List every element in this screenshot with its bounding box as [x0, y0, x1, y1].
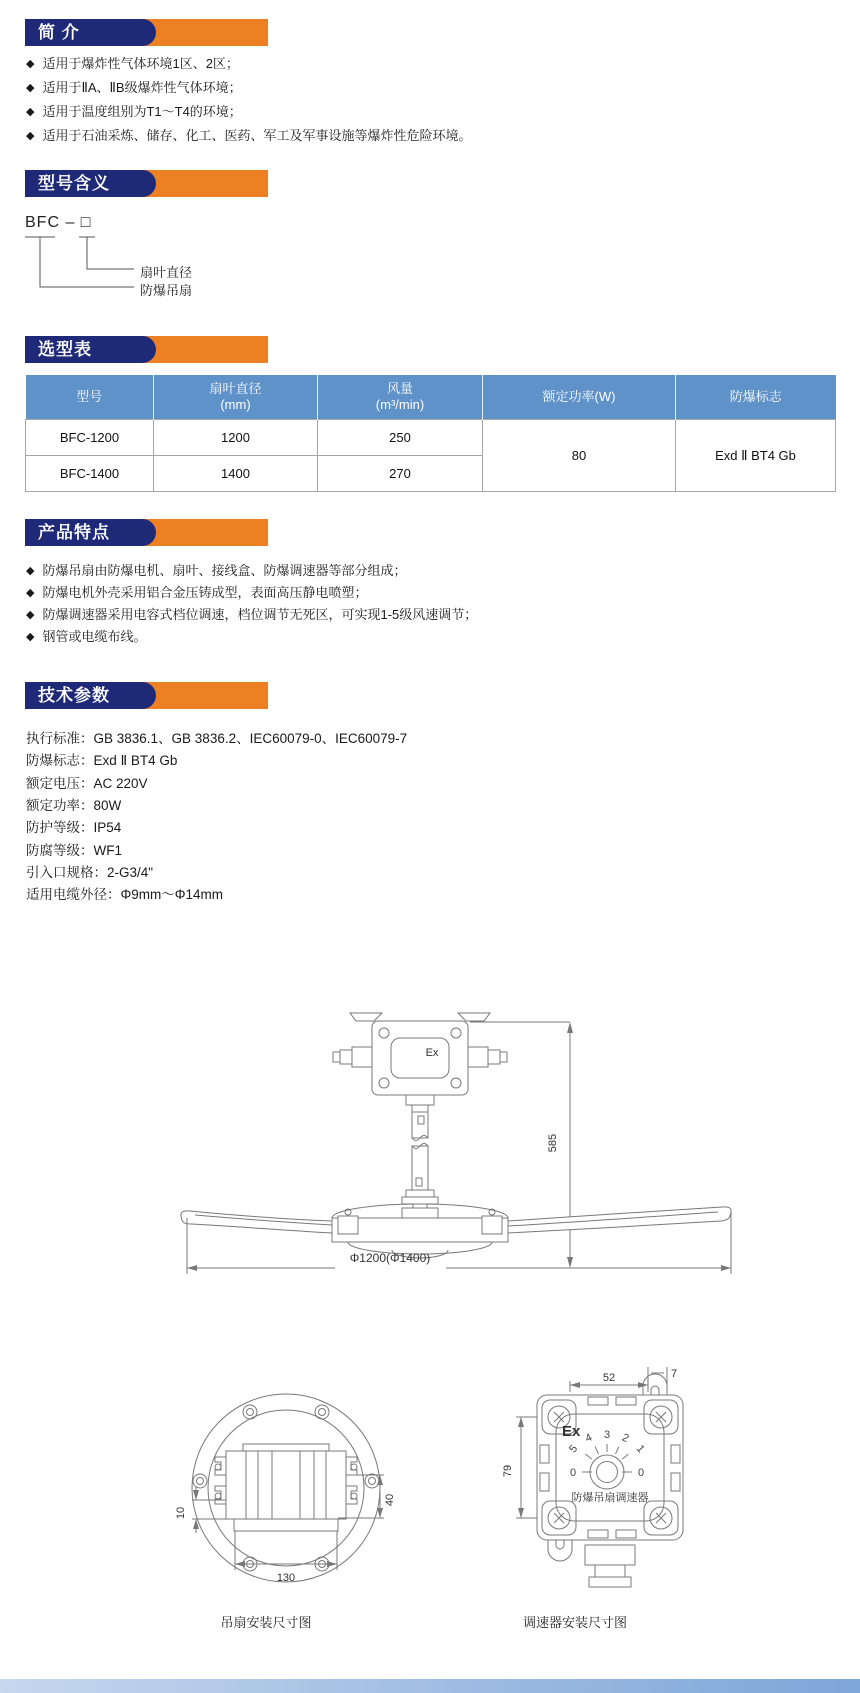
spec-row-cable-dia	[26, 887, 223, 903]
leader-blade	[87, 237, 134, 269]
diamond-bullet-icon: ◆	[26, 130, 35, 142]
col-header-model: 型号	[26, 375, 154, 420]
diamond-bullet-icon: ◆	[26, 82, 35, 94]
diamond-bullet-icon: ◆	[26, 631, 35, 643]
controller-body	[537, 1374, 683, 1561]
spec-value: IP54	[93, 820, 122, 835]
knob-position-1: 1	[633, 1442, 647, 1456]
spec-value: AC 220V	[93, 776, 148, 791]
diamond-bullet-icon: ◆	[26, 58, 35, 70]
cell-ex-mark-merged: Exd Ⅱ BT4 Gb	[676, 420, 836, 492]
fan-blade-left	[181, 1209, 358, 1234]
cable-gland-right	[468, 1047, 488, 1067]
col-header-diameter	[154, 375, 318, 420]
col-header-line1: 风量	[386, 381, 413, 396]
dim-diameter-label: Φ1200(Φ1400)	[349, 1251, 431, 1265]
intro-bullet-text: 适用于温度组别为T1～T4的环境；	[42, 104, 242, 119]
section-title-text: 技术参数	[38, 686, 110, 705]
col-header-power: 额定功率(W)	[483, 375, 676, 420]
controller-panel-label: 防爆吊扇调速器	[571, 1492, 649, 1504]
model-blade-dia-label: 扇叶直径	[140, 265, 193, 280]
section-title-params	[25, 682, 156, 709]
intro-bullet-2	[26, 80, 826, 97]
spec-row-ip	[26, 820, 121, 836]
spec-row-standard	[26, 731, 407, 747]
spec-value: WF1	[93, 843, 122, 858]
dim-79-label: 79	[502, 1464, 514, 1478]
dimension-10	[192, 1486, 234, 1533]
cell-model: BFC-1200	[26, 420, 154, 456]
feature-bullet-text: 钢管或电缆布线。	[42, 629, 147, 644]
spec-row-power	[26, 798, 121, 814]
spec-label: 防爆标志：	[26, 753, 94, 768]
feature-bullet-text: 防爆吊扇由防爆电机、扇叶、接线盒、防爆调速器等部分组成；	[42, 563, 407, 578]
junction-box-ex-label: Ex	[425, 1047, 439, 1059]
spec-row-voltage	[26, 776, 148, 792]
col-header-line2: (mm)	[220, 397, 251, 412]
intro-bullet-3	[26, 104, 826, 121]
section-header-features	[25, 519, 268, 546]
spec-row-entry	[26, 865, 153, 881]
dim-52-label: 52	[602, 1372, 616, 1384]
downrod	[402, 1095, 438, 1214]
spec-label: 适用电缆外径：	[26, 887, 121, 902]
cable-entry	[585, 1545, 635, 1587]
section-title-intro	[25, 19, 156, 46]
knob-position-0-left: 0	[569, 1467, 577, 1479]
col-header-airflow	[318, 375, 483, 420]
cell-power-merged: 80	[483, 420, 676, 492]
spec-label: 额定功率：	[26, 798, 94, 813]
col-header-line2: (m³/min)	[375, 397, 425, 412]
cell-model: BFC-1400	[26, 456, 154, 492]
bolt-holes	[193, 1405, 379, 1571]
section-header-selection	[25, 336, 268, 363]
section-header-intro	[25, 19, 268, 46]
dimension-130	[235, 1531, 337, 1570]
section-title-features	[25, 519, 156, 546]
section-title-text: 简 介	[38, 23, 80, 42]
knob-position-3: 3	[603, 1429, 611, 1441]
knob-position-0-right: 0	[637, 1467, 645, 1479]
spec-value: GB 3836.1、GB 3836.2、IEC60079-0、IEC60079-7	[93, 731, 408, 746]
diamond-bullet-icon: ◆	[26, 609, 35, 621]
spec-value: 80W	[93, 798, 122, 813]
table-header-row	[26, 375, 836, 420]
feature-bullet-2	[26, 585, 826, 602]
spec-value: Φ9mm～Φ14mm	[120, 887, 224, 902]
cell-diameter: 1200	[154, 420, 318, 456]
section-title-text: 型号含义	[38, 174, 110, 193]
motor-hub	[402, 1208, 438, 1218]
fan-blade-right	[482, 1207, 731, 1234]
intro-bullet-1	[26, 56, 826, 73]
controller-ex-label: Ex	[562, 1423, 581, 1440]
diamond-bullet-icon: ◆	[26, 565, 35, 577]
model-fan-label: 防爆吊扇	[140, 283, 193, 298]
spec-value: Exd Ⅱ BT4 Gb	[93, 753, 178, 768]
mount-tab-left	[350, 1013, 382, 1021]
cable-gland-left	[352, 1047, 372, 1067]
col-header-ex-mark: 防爆标志	[676, 375, 836, 420]
intro-bullet-text: 适用于爆炸性气体环境1区、2区；	[42, 56, 239, 71]
model-code: BFC – □	[25, 214, 92, 231]
intro-bullet-4	[26, 128, 826, 145]
cell-airflow: 250	[318, 420, 483, 456]
feature-bullet-4	[26, 629, 826, 646]
fan-assembly-drawing	[100, 1000, 760, 1280]
feature-bullet-text: 防爆调速器采用电容式档位调速，档位调节无死区，可实现1-5级风速调节；	[42, 607, 478, 622]
knob-position-2: 2	[619, 1431, 631, 1446]
table-row	[26, 420, 836, 456]
diamond-bullet-icon: ◆	[26, 587, 35, 599]
section-title-model	[25, 170, 156, 197]
spec-label: 防护等级：	[26, 820, 94, 835]
cell-airflow: 270	[318, 456, 483, 492]
intro-bullet-text: 适用于石油采炼、储存、化工、医药、军工及军事设施等爆炸性危险环境。	[42, 128, 472, 143]
speed-controller-drawing	[470, 1295, 740, 1607]
mount-tab-right	[458, 1013, 490, 1021]
cell-diameter: 1400	[154, 456, 318, 492]
dim-130-label: 130	[276, 1572, 296, 1584]
spec-row-wf	[26, 843, 122, 859]
section-title-text: 产品特点	[38, 523, 110, 542]
spec-value: 2-G3/4"	[107, 865, 154, 880]
feature-bullet-1	[26, 563, 826, 580]
spec-label: 额定电压：	[26, 776, 94, 791]
knob-position-5: 5	[567, 1442, 581, 1456]
fan-mounting-caption: 吊扇安装尺寸图	[220, 1615, 312, 1630]
feature-bullet-3	[26, 607, 826, 624]
feature-bullet-text: 防爆电机外壳采用铝合金压铸成型，表面高压静电喷塑；	[42, 585, 368, 600]
junction-box	[333, 1013, 507, 1095]
controller-mounting-caption: 调速器安装尺寸图	[522, 1615, 627, 1630]
dimension-79	[516, 1417, 537, 1518]
hanger-bracket	[215, 1444, 357, 1531]
knob-position-4: 4	[583, 1431, 595, 1446]
spec-row-ex-mark	[26, 753, 177, 769]
section-title-text: 选型表	[38, 340, 92, 359]
selection-table	[25, 375, 836, 492]
section-header-params	[25, 682, 268, 709]
diamond-bullet-icon: ◆	[26, 106, 35, 118]
fan-mounting-plate-drawing	[80, 1380, 420, 1608]
mount-ear-bottom	[548, 1540, 572, 1561]
intro-bullet-text: 适用于ⅡA、ⅡB级爆炸性气体环境；	[42, 80, 242, 95]
section-header-model	[25, 170, 268, 197]
col-header-line1: 扇叶直径	[209, 381, 262, 396]
mounting-plate-ring	[192, 1394, 380, 1582]
dim-7-label: 7	[670, 1368, 678, 1380]
section-title-selection	[25, 336, 156, 363]
dim-585-label: 585	[547, 1133, 559, 1153]
footer-bar	[0, 1679, 860, 1693]
dim-40-label: 40	[384, 1493, 396, 1507]
spec-label: 引入口规格：	[26, 865, 107, 880]
spec-label: 防腐等级：	[26, 843, 94, 858]
speed-knob	[582, 1444, 632, 1489]
spec-label: 执行标准：	[26, 731, 94, 746]
dim-10-label: 10	[175, 1506, 187, 1520]
